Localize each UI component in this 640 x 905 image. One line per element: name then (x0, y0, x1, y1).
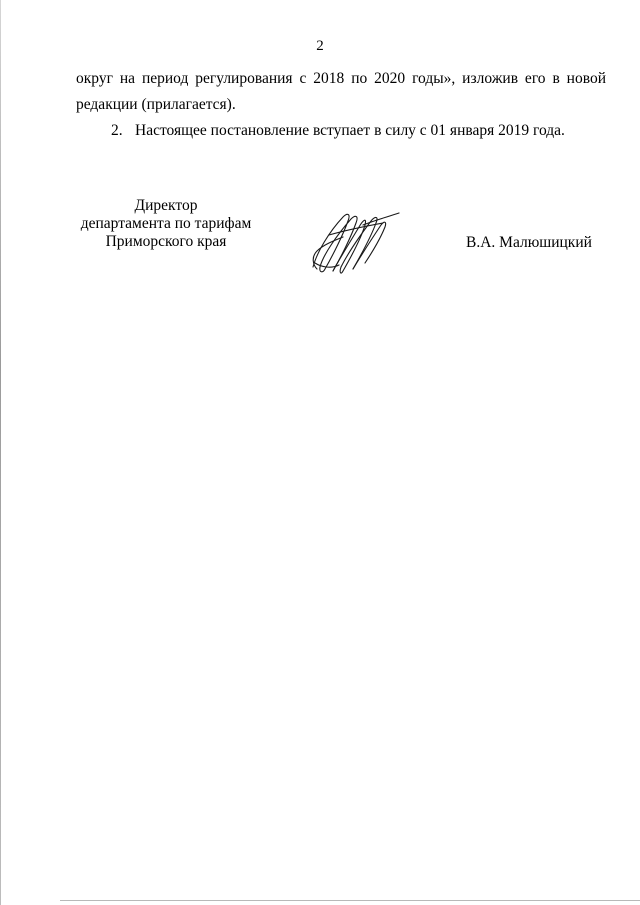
page-left-edge (0, 0, 1, 905)
page-number: 2 (316, 38, 324, 54)
paragraph-item-2 (111, 118, 611, 144)
paragraph-line-2: редакции (прилагается). (76, 96, 236, 113)
item-number: 2. (111, 122, 123, 139)
paragraph-continuation (76, 66, 606, 118)
paragraph-line-1: округ на период регулирования с 2018 по 2020 годы», изложив его в новой (76, 70, 606, 87)
page-bottom-edge (60, 900, 640, 901)
item-text: Настоящее постановление вступает в силу с 01 января 2019 года. (135, 122, 565, 139)
handwritten-signature (303, 207, 403, 279)
position-line-2: департамента по тарифам (80, 215, 252, 232)
signatory-position (76, 197, 256, 251)
signer-name: В.А. Малюшицкий (466, 234, 592, 251)
position-line-1: Директор (134, 197, 198, 214)
position-line-3: Приморского края (105, 233, 227, 250)
